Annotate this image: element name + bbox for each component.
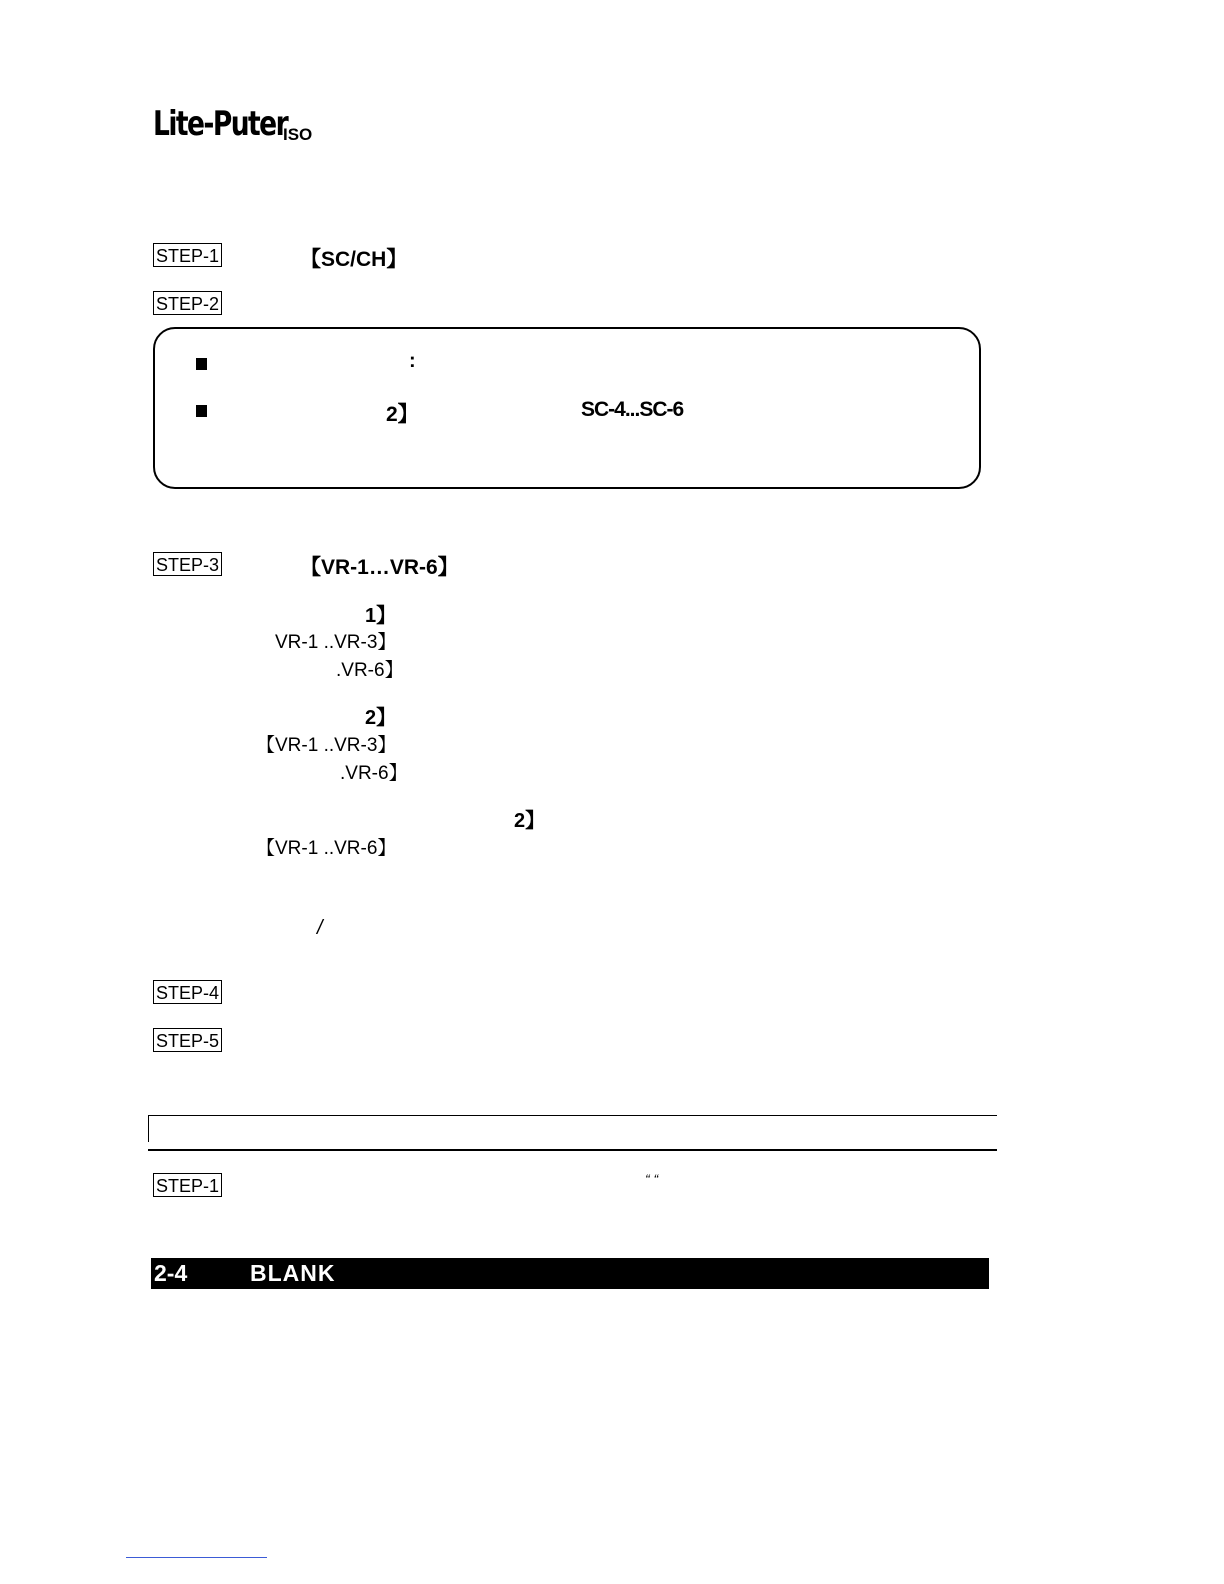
section-title: BLANK [250,1260,336,1286]
bullet-icon [196,358,207,370]
note-mode-bracket: 2】 [386,403,419,426]
mode-2-line-1: 【VR-1 ..VR-3】 [256,735,397,756]
section-banner [151,1258,989,1289]
step-4-label: STEP-4 [153,980,222,1004]
step-5-label: STEP-5 [153,1028,222,1052]
mode-1-line-1: VR-1 ..VR-3】 [275,632,397,653]
step-2-label: STEP-2 [153,291,222,315]
brand-logo-suffix: ISO [283,125,313,144]
slash-mark: / [317,917,323,939]
step-3-label: STEP-3 [153,552,222,576]
subsection-bottom-rule [148,1149,997,1151]
step-3-key: 【VR-1…VR-6】 [300,556,459,579]
footer-link-underline [126,1557,267,1558]
step-1b-label: STEP-1 [153,1173,222,1197]
step-1-key: 【SC/CH】 [300,248,408,271]
step-1-label: STEP-1 [153,243,222,267]
mode-2-heading: 2】 [365,707,397,729]
note-scene-range: SC-4...SC-6 [581,398,684,421]
mode-3-line-1: 【VR-1 ..VR-6】 [256,838,397,859]
mode-1-line-2: .VR-6】 [336,660,404,681]
subsection-left-rule [148,1115,149,1142]
mode-1-heading: 1】 [365,605,397,627]
note-colon: : [409,350,416,372]
brand-logo: Lite-Puter [153,104,288,144]
bullet-icon [196,405,207,417]
note-box [153,327,981,489]
step-1b-quotes: “ “ [645,1171,659,1187]
mode-2-line-2: .VR-6】 [340,763,408,784]
subsection-top-rule [148,1115,997,1116]
section-number: 2-4 [154,1260,188,1286]
mode-3-heading: 2】 [514,810,546,832]
